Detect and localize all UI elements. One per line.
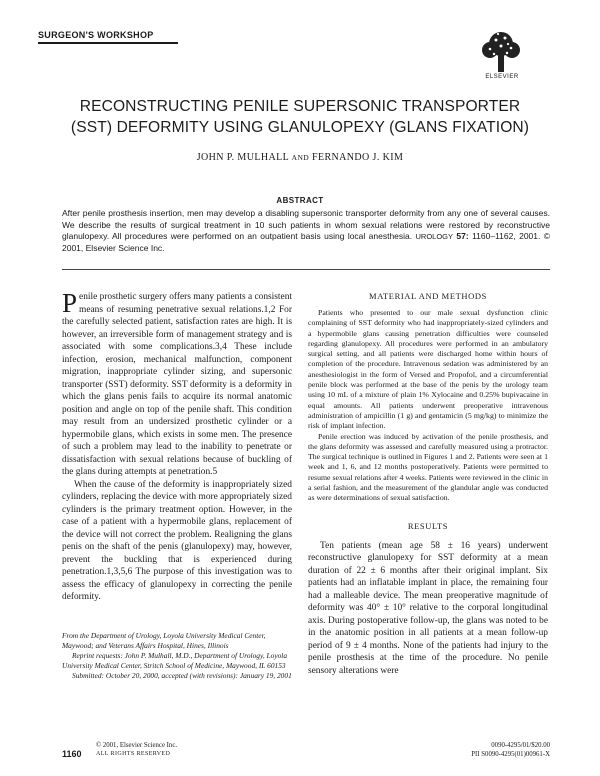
right-column <box>308 291 548 677</box>
abstract-volume: 57: <box>456 231 469 241</box>
abstract-rule <box>62 269 550 270</box>
intro-paragraph-1 <box>62 288 292 479</box>
results-heading: RESULTS <box>407 520 449 531</box>
elsevier-tree-logo <box>478 28 526 74</box>
abstract-journal: UROLOGY <box>415 232 454 241</box>
article-codes <box>420 741 550 759</box>
section-tag-rule <box>38 42 178 44</box>
abstract-text: After penile prosthesis insertion, men may develop a disabling supersonic transporter deformity from any one of several causes. We describe the results of surgical treatment in 10 such patients in whom sexual relations were restored by reconstructive glanulopexy. All procedures were performed on an outpatient basis using local anesthesia. <box>62 208 550 241</box>
intro-column <box>62 288 292 604</box>
footnote-reprint: Reprint requests: John P. Mulhall, M.D., Department of Urology, Loyola University Medical Center, Stritch School of Medicine, Maywood, IL 60153 <box>62 651 288 670</box>
copyright <box>96 741 177 759</box>
author-2: FERNANDO J. KIM <box>312 152 404 163</box>
intro-paragraph-2: When the cause of the deformity is inappropriately sized cylinders, replacing the device with more appropriately sized cylinders is the primary treatment option. However, in the case of a patient with a hypermobile glans, replacement of the device will not correct the problem. Realigning the glans penis on the shaft of the penis (glanulopexy) may, however, prevent the buckling that is experienced during penetration.1,3,5,6 The purpose of this investigation was to assess the efficacy of glanulopexy in correcting the penile deformity. <box>62 479 292 602</box>
intro-paragraph-1-text: enile prosthetic surgery offers many patients a consistent means of resuming penetrative sexual relations.1,2 For the carefully selected patient, satisfaction rates are high. It is however, an irreversible form of management strategy and is associated with some complications.3,4 These include infection, erosion, mechanical malfunction, component migration, inappropriate cylinder sizing, and supersonic transporter (SST) deformity. SST deformity is a deformity in which the glans penis fails to acquire its normal anatomic position and angle on top of the penile shaft. This condition may result from an undersized prosthetic cylinder or a hypermobile glans, which exists in some men. The presence of such a problem may lead to the inability to penetrate or dissatisfaction with sexual relations because of buckling of the glans during attempts at penetration.5 <box>62 292 292 477</box>
footnote-affiliation: From the Department of Urology, Loyola University Medical Center, Maywood; and Veterans Affairs Hospital, Hines, Illinois <box>62 631 266 650</box>
issn-code: 0090-4295/01/$20.00 <box>491 742 550 749</box>
methods-paragraph-1: Patients who presented to our male sexual dysfunction clinic complaining of SST deformity who had inappropriately-sized cylinders and a hypermobile glans causing penetration difficulties were counseled regarding glanulopexy. All procedures were performed in an ambulatory surgical setting, and all patients were discharged home within hours of completion of the procedure. Intravenous sedation was administered by an anesthesiologist in the form of Versed and Propofol, and a circumferential penile block was performed at the base of the penis by the urology team using 10 mL of a mixture of plain 1% Xylocaine and 0.25% bupivacaine in equal amounts. All patients underwent preoperative intravenous administration of ampicillin (1 g) and gentamicin (5 mg/kg) to minimize the risk of implant infection. <box>308 308 548 431</box>
title-line-2: (SST) DEFORMITY USING GLANULOPEXY (GLANS FIXATION) <box>70 119 530 136</box>
author-line <box>40 152 560 163</box>
footnote <box>62 631 292 681</box>
abstract-citation: 1160–1162, 2001. © 2001, Elsevier Science Inc. <box>62 231 550 253</box>
copyright-line: © 2001, Elsevier Science Inc. <box>96 742 178 749</box>
results-paragraph-1: Ten patients (mean age 58 ± 16 years) underwent reconstructive glanulopexy for SST deformity at a mean duration of 22 ± 6 months after their original implant. Six patients had an inflatable implant in place, the remaining four had a malleable device. The mean preoperative magnitude of deformity was 40° ± 10° relative to the corporal longitudinal axis. During postoperative follow-up, the glans was noted to be in the anatomic position in all patients at a mean follow-up period of 9 ± 4 months. None of the patients had injury to the penile prosthesis at the time of the procedure. No penile sensory alterations were <box>308 540 548 676</box>
methods-heading: MATERIAL AND METHODS <box>369 291 487 301</box>
rights-line: ALL RIGHTS RESERVED <box>96 751 171 757</box>
footnote-submitted: Submitted: October 20, 2000, accepted (with revisions): January 19, 2001 <box>72 671 292 680</box>
abstract-body <box>62 208 550 254</box>
page-number: 1160 <box>62 749 82 759</box>
drop-cap: P <box>62 288 78 318</box>
title-line-1: RECONSTRUCTING PENILE SUPERSONIC TRANSPORTER <box>79 98 521 115</box>
publisher-name: ELSEVIER <box>485 74 519 80</box>
article-title <box>40 96 560 138</box>
abstract-heading: ABSTRACT <box>276 196 324 205</box>
results-body <box>308 540 548 678</box>
pii-code: PII S0090-4295(01)00961-X <box>471 751 550 758</box>
methods-body <box>308 308 548 504</box>
author-1: JOHN P. MULHALL <box>196 152 289 163</box>
section-tag: SURGEON'S WORKSHOP <box>38 30 154 40</box>
author-conjunction: AND <box>291 153 310 162</box>
methods-paragraph-2: Penile erection was induced by activation of the penile prosthesis, and the glans deformity was assessed and carefully measured using a protractor. The surgical technique is outlined in Figures 1 and 2. Patients were seen at 1 week and 1, 6, and 12 months postoperatively. Patients were permitted to resume sexual relations after 4 weeks. Patients were reviewed in the clinic in a serial fashion, and the measurement of the glandular angle was conducted as were determinations of sexual satisfaction. <box>308 431 548 503</box>
